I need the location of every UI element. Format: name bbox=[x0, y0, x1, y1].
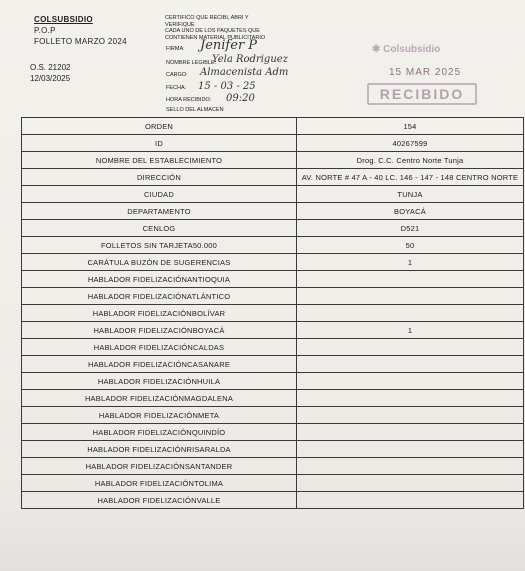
row-value: TUNJA bbox=[297, 186, 524, 203]
row-label: HABLADOR FIDELIZACIÓNMAGDALENA bbox=[22, 390, 297, 407]
os-number: O.S. 21202 bbox=[30, 63, 71, 72]
firma-label: FIRMA: bbox=[166, 46, 185, 52]
cert-line: VERIFIQUE bbox=[165, 21, 195, 28]
row-label: FOLLETOS SIN TARJETA50.000 bbox=[22, 237, 297, 254]
row-value bbox=[297, 424, 524, 441]
stamp-logo-text: Colsubsidio bbox=[383, 44, 441, 55]
row-value bbox=[297, 441, 524, 458]
row-label: HABLADOR FIDELIZACIÓNMETA bbox=[22, 407, 297, 424]
row-label: HABLADOR FIDELIZACIÓNTOLIMA bbox=[22, 475, 297, 492]
stamp-date: 15 MAR 2025 bbox=[389, 67, 462, 78]
table-row bbox=[22, 390, 524, 407]
handwritten-name: Yela Rodriguez bbox=[212, 54, 288, 65]
row-value bbox=[297, 356, 524, 373]
table-row bbox=[22, 169, 524, 186]
table-row bbox=[22, 203, 524, 220]
table-row bbox=[22, 152, 524, 169]
row-value: AV. NORTE # 47 A - 40 LC. 146 - 147 - 148 CENTRO NORTE bbox=[297, 169, 524, 186]
header-left bbox=[34, 14, 127, 47]
row-label: CENLOG bbox=[22, 220, 297, 237]
row-label: CARÁTULA BUZÓN DE SUGERENCIAS bbox=[22, 254, 297, 271]
order-date: 12/03/2025 bbox=[30, 74, 71, 83]
folleto-label: FOLLETO MARZO 2024 bbox=[34, 37, 127, 46]
row-value bbox=[297, 492, 524, 509]
sello-label: SELLO DEL ALMACEN bbox=[166, 107, 224, 113]
table-row bbox=[22, 356, 524, 373]
table-row bbox=[22, 237, 524, 254]
table-row bbox=[22, 118, 524, 135]
table-row bbox=[22, 424, 524, 441]
row-value bbox=[297, 475, 524, 492]
cert-line: CERTIFICO QUE RECIBI, ABRI Y bbox=[165, 15, 249, 21]
brand-name: COLSUBSIDIO bbox=[34, 15, 93, 24]
table-row bbox=[22, 271, 524, 288]
row-label: HABLADOR FIDELIZACIÓNVALLE bbox=[22, 492, 297, 509]
fecha-label: FECHA: bbox=[166, 85, 187, 91]
handwritten-hora: 09:20 bbox=[226, 93, 255, 104]
row-label: DEPARTAMENTO bbox=[22, 203, 297, 220]
stamp-logo-icon: ✱ bbox=[372, 44, 381, 55]
delivery-table bbox=[21, 117, 524, 509]
row-value: Drog. C.C. Centro Norte Tunja bbox=[297, 152, 524, 169]
table-row bbox=[22, 288, 524, 305]
row-label: ORDEN bbox=[22, 118, 297, 135]
row-value bbox=[297, 271, 524, 288]
row-label: HABLADOR FIDELIZACIÓNANTIOQUIA bbox=[22, 271, 297, 288]
cargo-label: CARGO: bbox=[166, 72, 188, 78]
row-value bbox=[297, 305, 524, 322]
table-row bbox=[22, 339, 524, 356]
row-value: 50 bbox=[297, 237, 524, 254]
row-label: HABLADOR FIDELIZACIÓNQUINDÍO bbox=[22, 424, 297, 441]
table-row bbox=[22, 458, 524, 475]
row-value: 1 bbox=[297, 254, 524, 271]
table-row bbox=[22, 322, 524, 339]
row-label: HABLADOR FIDELIZACIÓNCALDAS bbox=[22, 339, 297, 356]
signature: Jenifer P bbox=[200, 38, 258, 53]
row-label: HABLADOR FIDELIZACIÓNATLÁNTICO bbox=[22, 288, 297, 305]
row-label: HABLADOR FIDELIZACIÓNHUILA bbox=[22, 373, 297, 390]
recibido-stamp: RECIBIDO bbox=[367, 83, 477, 105]
row-value bbox=[297, 339, 524, 356]
table-row bbox=[22, 220, 524, 237]
row-value bbox=[297, 288, 524, 305]
order-info bbox=[30, 62, 70, 84]
row-value bbox=[297, 458, 524, 475]
row-value bbox=[297, 390, 524, 407]
paper-shadow bbox=[0, 520, 525, 571]
row-label: DIRECCIÓN bbox=[22, 169, 297, 186]
table-row bbox=[22, 492, 524, 509]
row-value bbox=[297, 407, 524, 424]
hora-label: HORA RECIBIDO: bbox=[166, 97, 212, 103]
row-label: CIUDAD bbox=[22, 186, 297, 203]
nombre-label: NOMBRE LEGIBLE: bbox=[166, 60, 217, 66]
table-row bbox=[22, 186, 524, 203]
row-label: HABLADOR FIDELIZACIÓNSANTANDER bbox=[22, 458, 297, 475]
stamp-logo bbox=[372, 44, 440, 55]
row-label: ID bbox=[22, 135, 297, 152]
table-row bbox=[22, 305, 524, 322]
table-row bbox=[22, 475, 524, 492]
row-value: 154 bbox=[297, 118, 524, 135]
pop-label: P.O.P bbox=[34, 26, 56, 35]
row-label: NOMBRE DEL ESTABLECIMIENTO bbox=[22, 152, 297, 169]
handwritten-cargo: Almacenista Adm bbox=[200, 67, 289, 78]
row-label: HABLADOR FIDELIZACIÓNCASANARE bbox=[22, 356, 297, 373]
row-label: HABLADOR FIDELIZACIÓNRISARALDA bbox=[22, 441, 297, 458]
row-label: HABLADOR FIDELIZACIÓNBOYACÁ bbox=[22, 322, 297, 339]
table-row bbox=[22, 135, 524, 152]
table-row bbox=[22, 407, 524, 424]
cert-line: CONTIENEN MATERIAL PUBLICITARIO bbox=[165, 34, 266, 41]
row-value: 40267599 bbox=[297, 135, 524, 152]
cert-line: CADA UNO DE LOS PAQUETES QUE bbox=[165, 28, 260, 34]
row-value: BOYACÁ bbox=[297, 203, 524, 220]
table-row bbox=[22, 441, 524, 458]
row-label: HABLADOR FIDELIZACIÓNBOLÍVAR bbox=[22, 305, 297, 322]
table-row bbox=[22, 373, 524, 390]
handwritten-fecha: 15 - 03 - 25 bbox=[198, 81, 256, 92]
row-value: D521 bbox=[297, 220, 524, 237]
row-value: 1 bbox=[297, 322, 524, 339]
table-row bbox=[22, 254, 524, 271]
row-value bbox=[297, 373, 524, 390]
